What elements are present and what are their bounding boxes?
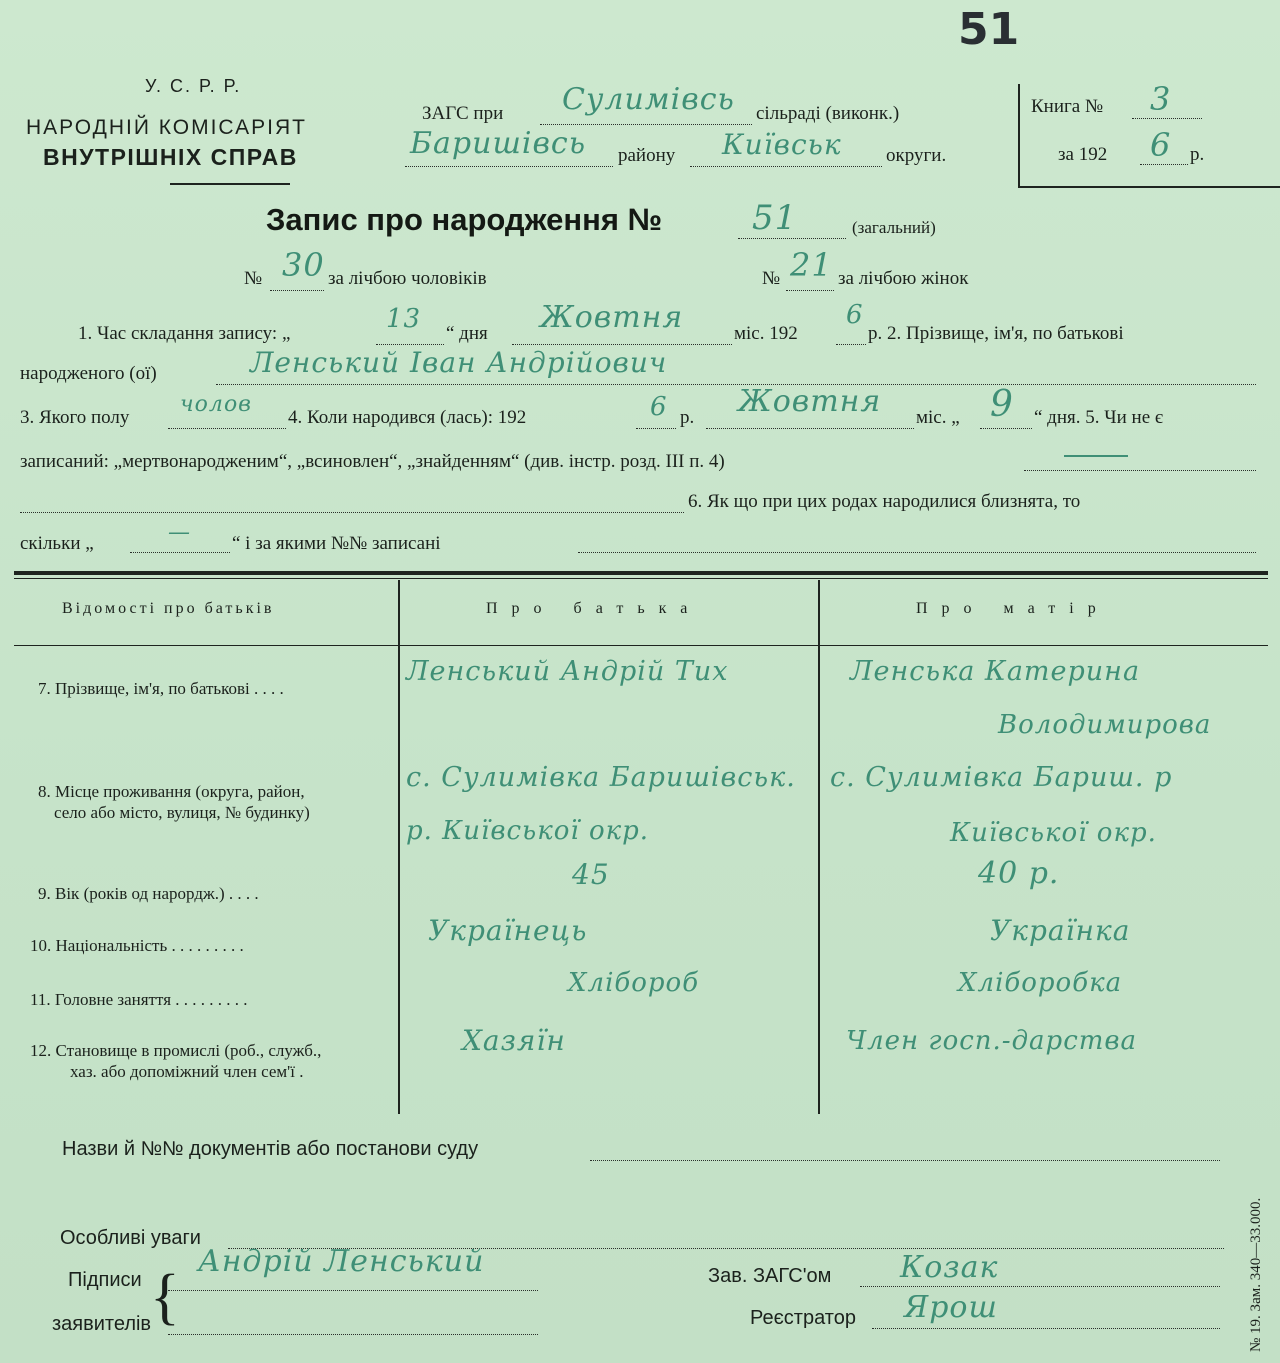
birth-month-handwritten: Жовтня [738, 384, 882, 419]
father-residence-2-handwritten: р. Київської окр. [406, 816, 650, 846]
birth-year-handwritten: 6 [650, 392, 668, 422]
book-label: Книга № [1031, 96, 1104, 117]
book-number-line [1132, 118, 1202, 119]
zags-village-handwritten: Сулимівсь [562, 82, 735, 117]
documents-label: Назви й №№ документів або постанови суду [62, 1138, 479, 1160]
row12-label: 12. Становище в промислі (роб., служб., [30, 1041, 322, 1060]
zags-okruha-label: округи. [886, 145, 947, 166]
applicants-label: заявителів [52, 1313, 152, 1335]
department-label: ВНУТРІШНІХ СПРАВ [43, 144, 298, 170]
women-count-label: за лічбою жінок [838, 268, 969, 289]
table-header-info: Відомості про батьків [62, 600, 275, 617]
mother-occupation-handwritten: Хліборобка [958, 968, 1123, 998]
table-header-rule [14, 645, 1268, 646]
l1-month-handwritten: Жовтня [540, 300, 684, 335]
l1-text-a: 1. Час складання запису: „ [78, 323, 291, 344]
mother-residence-handwritten: с. Сулимівка Бариш. р [830, 762, 1173, 793]
registrar-label: Реєстратор [750, 1307, 856, 1329]
birth-year-line [636, 428, 676, 429]
father-residence-handwritten: с. Сулимівка Баришівськ. [406, 762, 796, 793]
l1-day-handwritten: 13 [386, 304, 422, 334]
table-top-rule-thin [14, 578, 1268, 579]
applicant-signature-handwritten: Андрій Ленський [198, 1244, 485, 1279]
row12-label-2: хаз. або допоміжний член сем'ї . [70, 1062, 304, 1081]
twins-count-handwritten: — [168, 520, 191, 545]
mother-nationality-handwritten: Українка [990, 914, 1131, 947]
mother-age-handwritten: 40 р. [978, 856, 1060, 891]
twins-numbers-line [578, 552, 1256, 553]
record-number-handwritten: 51 [752, 198, 798, 238]
father-occupation-handwritten: Хлібороб [568, 968, 700, 998]
l4-answer-dash [1064, 455, 1128, 457]
zags-head-signature-handwritten: Козак [900, 1250, 999, 1285]
l5-answer-line [20, 512, 684, 513]
book-number-handwritten: 3 [1150, 80, 1172, 118]
l1-month-line [512, 344, 732, 345]
remarks-label: Особливі уваги [60, 1227, 201, 1249]
l1-year-line [836, 344, 866, 345]
registrar-signature-handwritten: Ярош [904, 1290, 998, 1325]
row8-label: 8. Місце проживання (округа, район, [38, 782, 305, 801]
table-top-rule [14, 571, 1268, 575]
l3-text-e: “ дня. 5. Чи не є [1034, 407, 1164, 428]
row9-label: 9. Вік (років од нарордж.) . . . . [38, 884, 259, 903]
table-col-divider-1 [398, 580, 400, 1114]
registrar-line [872, 1328, 1220, 1329]
side-print-order: № 19. Зам. 340—33.000. [1248, 1197, 1264, 1352]
men-count-handwritten: 30 [282, 246, 325, 284]
commissariat-label: НАРОДНІЙ КОМІСАРІЯТ [26, 116, 307, 139]
top-archive-mark: 51 [958, 4, 1020, 55]
row11-label: 11. Головне заняття . . . . . . . . . [30, 990, 248, 1009]
l1-text-d: р. 2. Прізвище, ім'я, по батькові [868, 323, 1124, 344]
l6-text-a: скільки „ [20, 533, 94, 554]
table-header-mother: Про матір [916, 600, 1110, 617]
twins-count-line [130, 552, 230, 553]
mother-status-handwritten: Член госп.-дарства [846, 1026, 1138, 1056]
l1-year-handwritten: 6 [846, 300, 864, 330]
brace-symbol: { [150, 1263, 180, 1331]
birth-day-line [980, 428, 1032, 429]
l6-text-b: “ і за якими №№ записані [232, 533, 441, 554]
mother-residence-2-handwritten: Київської окр. [950, 818, 1157, 848]
table-col-divider-2 [818, 580, 820, 1114]
record-title: Запис про народження № [266, 202, 663, 237]
l2-text: народженого (ої) [20, 363, 157, 384]
zags-okruha-line [690, 166, 882, 167]
zags-district-line [405, 166, 613, 167]
l4-text: записаний: „мертвонародженим“, „всиновлен“, „знайденням“ (див. інстр. розд. III п. 4) [20, 451, 725, 472]
header-underline [170, 183, 290, 185]
zags-village-line [540, 124, 752, 125]
record-title-suffix: (загальний) [852, 218, 936, 237]
applicant-sign-line-2 [168, 1334, 538, 1335]
signatures-label: Підписи [68, 1269, 142, 1291]
l1-text-b: “ дня [446, 323, 488, 344]
men-count-label: за лічбою чоловіків [328, 268, 487, 289]
women-count-handwritten: 21 [790, 246, 833, 284]
women-count-line [786, 290, 834, 291]
l4-answer-line [1024, 470, 1256, 471]
birth-month-line [706, 428, 914, 429]
l3-text-a: 3. Якого полу [20, 407, 130, 428]
l3-text-c: р. [680, 407, 695, 428]
record-number-line [738, 238, 846, 239]
father-status-handwritten: Хазяїн [462, 1024, 566, 1057]
l1-day-line [376, 344, 444, 345]
republic-label: У. С. Р. Р. [145, 76, 242, 96]
birth-day-handwritten: 9 [990, 384, 1014, 425]
child-name-line [216, 384, 1256, 385]
zags-district-label: району [618, 145, 676, 166]
book-year-suffix: р. [1190, 144, 1205, 165]
table-header-father: Про батька [486, 600, 702, 617]
father-name-handwritten: Ленський Андрій Тих [406, 656, 729, 687]
men-count-line [270, 290, 324, 291]
zags-district-handwritten: Баришівсь [410, 126, 587, 161]
book-year-label: за 192 [1058, 144, 1108, 165]
book-box-bottom [1018, 186, 1280, 188]
mother-patronymic-handwritten: Володимирова [998, 710, 1212, 740]
row10-label: 10. Національність . . . . . . . . . [30, 936, 244, 955]
l3-text-b: 4. Коли народився (лась): 192 [288, 407, 527, 428]
applicant-sign-line-1 [168, 1290, 538, 1291]
zags-okruha-handwritten: Київськ [722, 128, 842, 161]
child-sex-line [168, 428, 286, 429]
book-year-handwritten: 6 [1150, 126, 1172, 164]
father-age-handwritten: 45 [572, 858, 610, 891]
zags-village-suffix: сільраді (виконк.) [756, 103, 900, 124]
documents-line [590, 1160, 1220, 1161]
zags-prefix: ЗАГС при [422, 103, 504, 124]
zags-head-line [860, 1286, 1220, 1287]
l5-text: 6. Як що при цих родах народилися близнята, то [688, 491, 1081, 512]
l1-text-c: міс. 192 [734, 323, 798, 344]
l3-text-d: міс. „ [916, 407, 960, 428]
mother-name-handwritten: Ленська Катерина [850, 656, 1141, 687]
men-count-prefix: № [244, 268, 263, 289]
child-sex-handwritten: чолов [180, 392, 252, 417]
book-box-left [1018, 84, 1020, 188]
book-year-line [1140, 164, 1188, 165]
zags-head-label: Зав. ЗАГС'ом [708, 1265, 832, 1287]
child-name-handwritten: Ленський Іван Андрійович [250, 346, 668, 379]
row8-label-2: село або місто, вулиця, № будинку) [54, 803, 310, 822]
row7-label: 7. Прізвище, ім'я, по батькові . . . . [38, 679, 284, 698]
father-nationality-handwritten: Українець [428, 914, 588, 947]
women-count-prefix: № [762, 268, 781, 289]
